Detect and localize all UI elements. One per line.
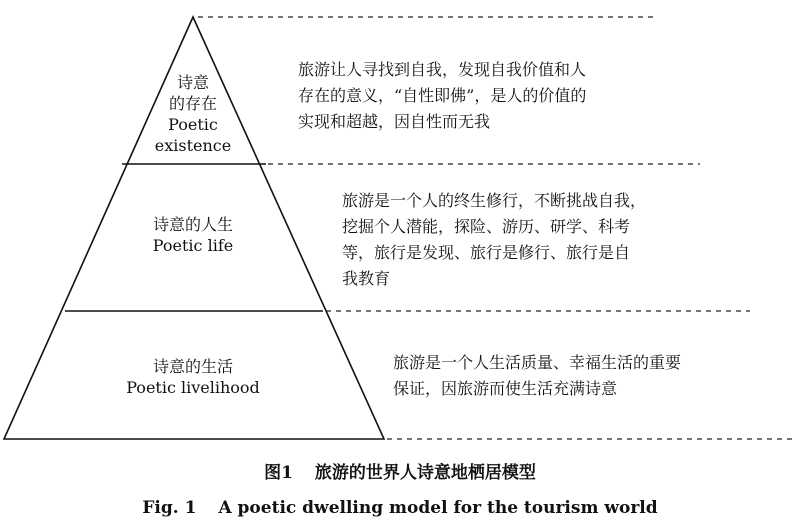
description-line: 等，旅行是发现、旅行是修行、旅行是自 <box>342 243 631 262</box>
level-label-zh-line: 诗意的生活 <box>152 357 233 376</box>
description-line: 旅游是一个人生活质量、幸福生活的重要 <box>393 353 682 372</box>
figure-title-zh: 旅游的世界人诗意地栖居模型 <box>314 463 536 483</box>
description-line: 旅游是一个人的终生修行，不断挑战自我， <box>342 191 647 210</box>
level-label-zh-line: 诗意 <box>176 73 209 92</box>
figure-number-en: Fig. 1 <box>142 498 197 518</box>
description-line: 旅游让人寻找到自我，发现自我价值和人 <box>298 60 587 79</box>
description-line: 实现和超越，因自性而无我 <box>298 112 491 131</box>
description-line: 存在的意义，“自性即佛”，是人的价值的 <box>298 86 587 105</box>
level-label-poetic-life <box>118 214 268 256</box>
level-label-en-line: existence <box>154 136 232 155</box>
figure-caption-zh <box>0 458 800 483</box>
figure-title-en: A poetic dwelling model for the tourism world <box>218 498 658 518</box>
level-label-zh-line: 的存在 <box>168 94 217 113</box>
figure-caption-en <box>0 498 800 518</box>
level-label-en-line: Poetic <box>168 115 218 134</box>
level-label-en-line: Poetic livelihood <box>126 378 260 397</box>
level-description-poetic-existence <box>298 57 586 135</box>
level-description-poetic-livelihood <box>393 350 681 402</box>
level-label-en-line: Poetic life <box>152 236 234 255</box>
description-line: 挖掘个人潜能，探险、游历、研学、科考 <box>342 217 631 236</box>
level-label-zh-line: 诗意的人生 <box>152 215 233 234</box>
level-description-poetic-life <box>342 188 646 292</box>
level-label-poetic-existence <box>143 72 243 156</box>
figure-number-zh: 图1 <box>264 463 293 483</box>
description-line: 我教育 <box>342 269 391 288</box>
level-label-poetic-livelihood <box>103 356 283 398</box>
description-line: 保证，因旅游而使生活充满诗意 <box>393 379 618 398</box>
